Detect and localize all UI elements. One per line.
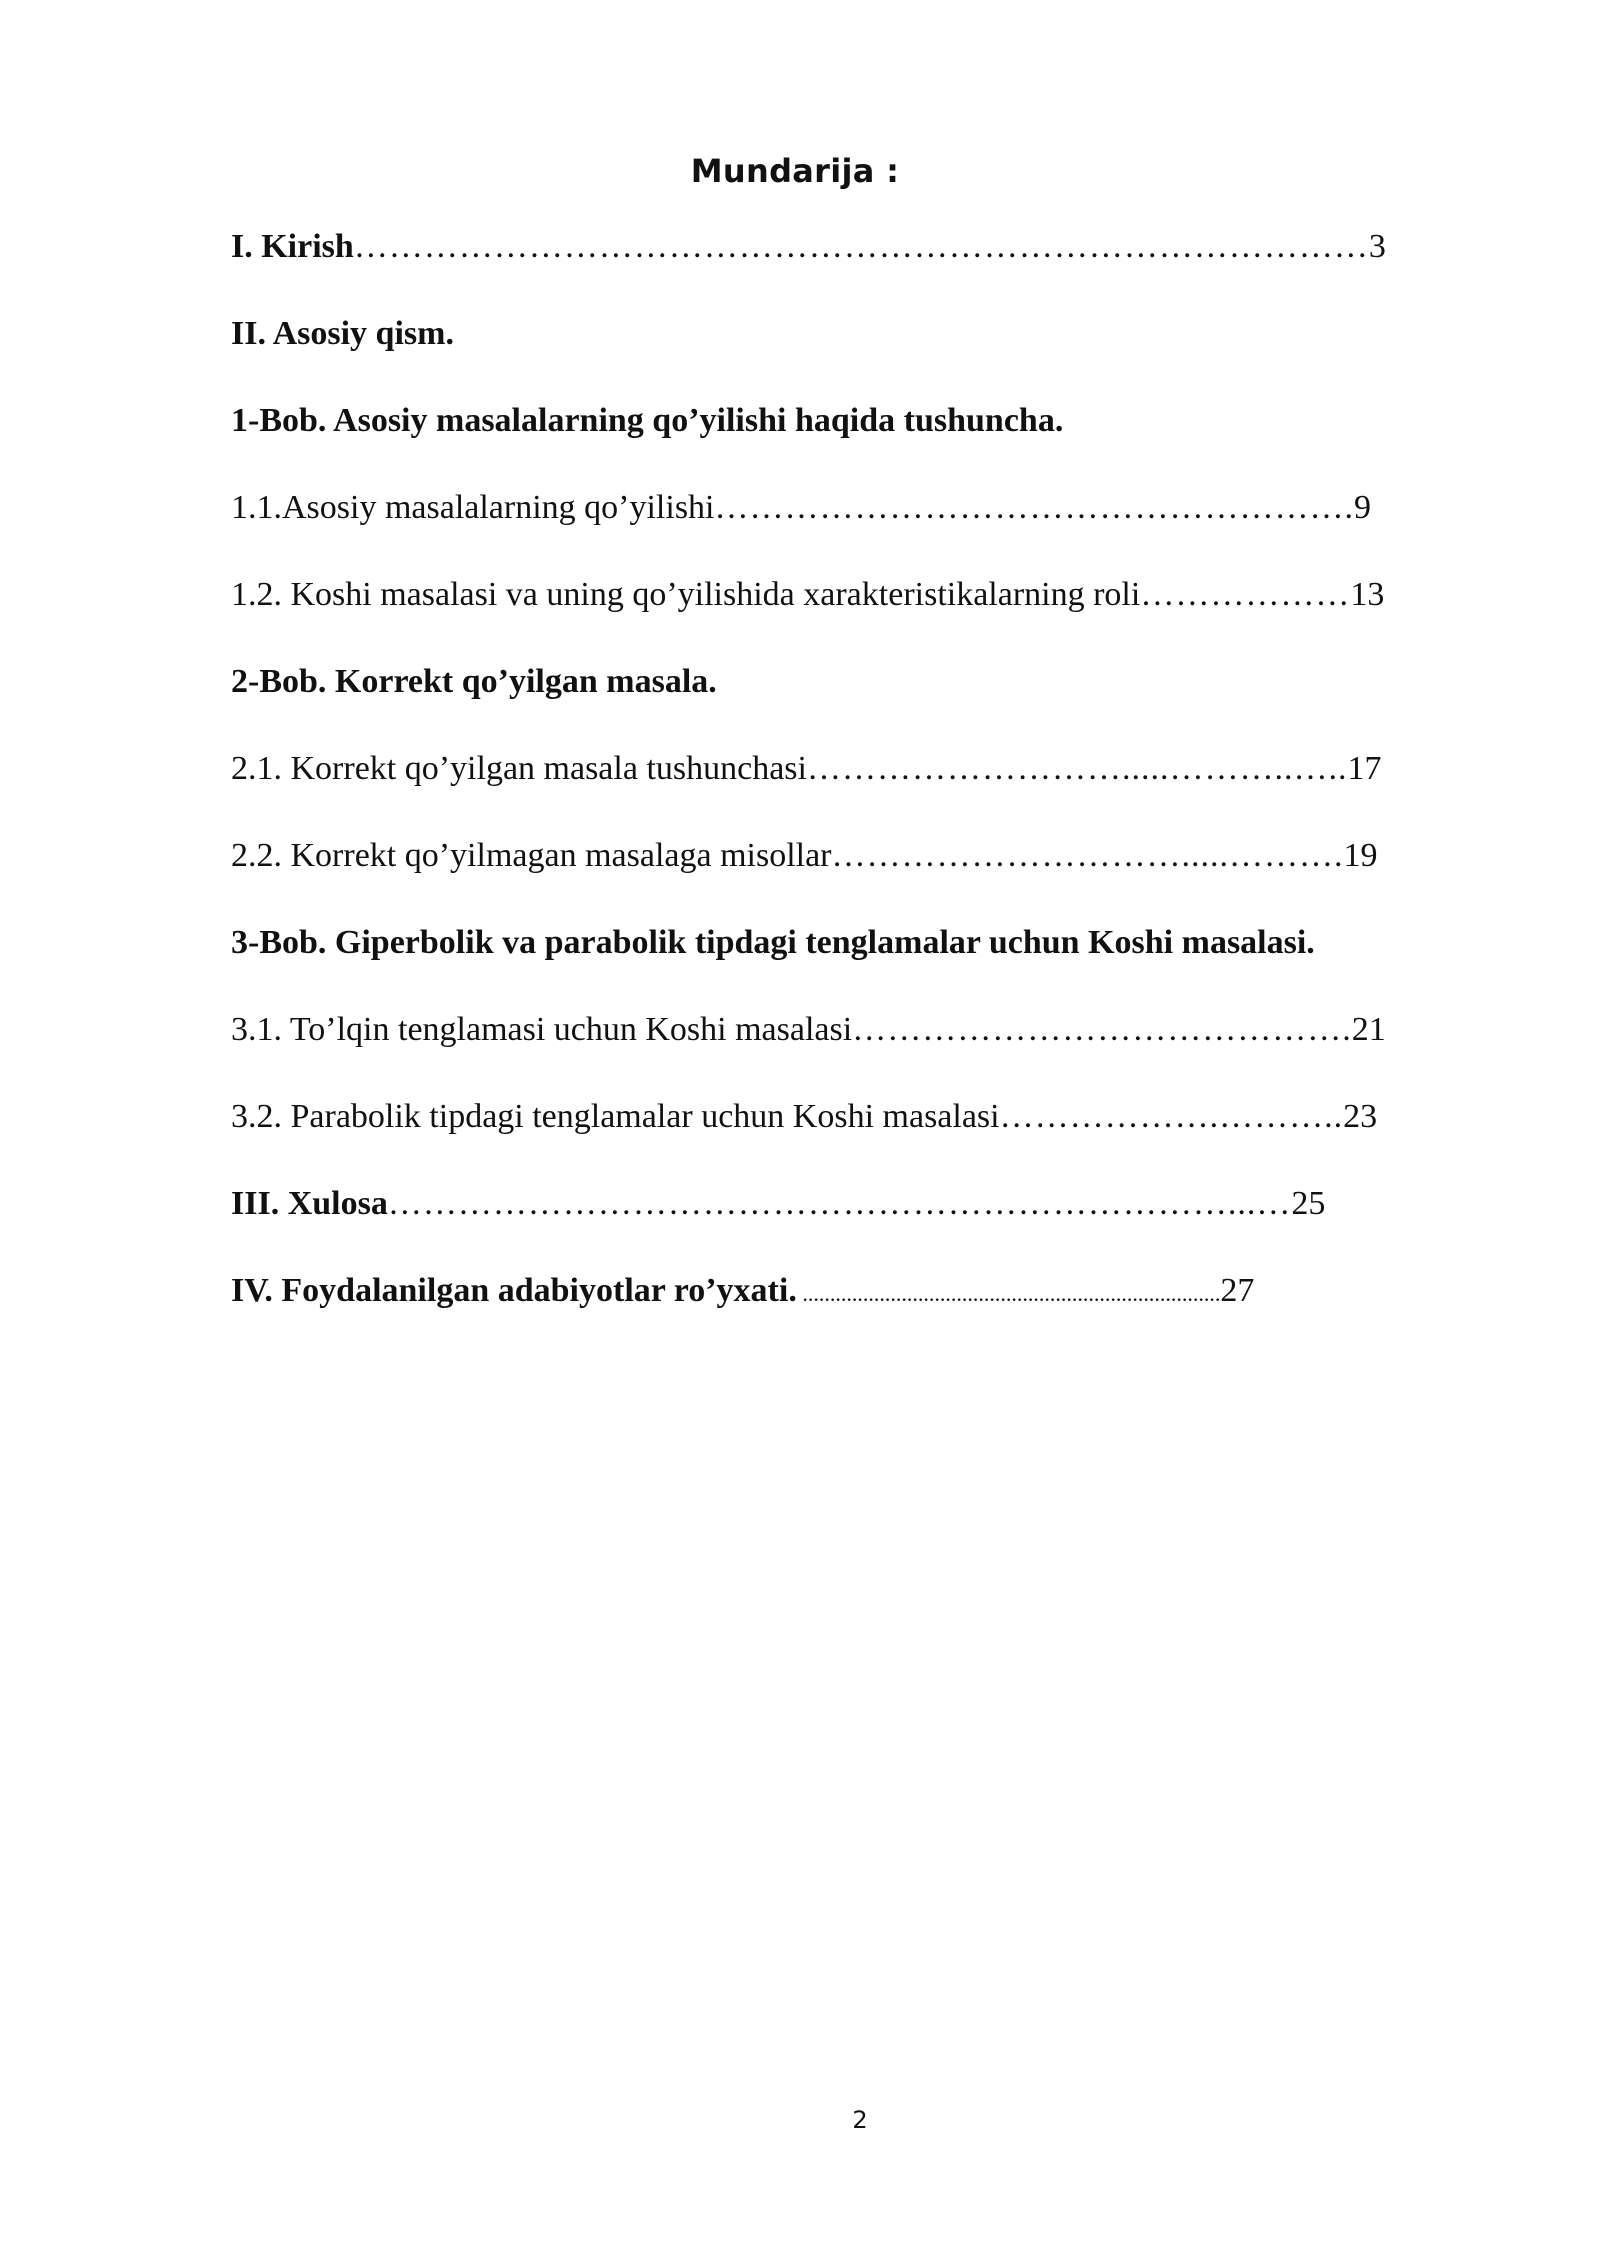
toc-entry-leader: ………………………………………………………………...… — [387, 1185, 1292, 1222]
toc-entry-label: 2-Bob. Korrekt qo’yilgan masala. — [231, 663, 717, 700]
toc-entry-label: I. Kirish — [231, 228, 354, 265]
toc-entry-2-2 — [231, 830, 1491, 882]
toc-entry-asosiy-qism — [231, 308, 1491, 360]
toc-entry-leader: ……………………………………. — [852, 1011, 1352, 1048]
toc-entry-label: 3.2. Parabolik tipdagi tenglamalar uchun Koshi masalasi — [231, 1098, 1000, 1135]
toc-entry-label: 1.1.Asosiy masalalarning qo’yilishi — [231, 489, 715, 526]
toc-entry-label: IV. Foydalanilgan adabiyotlar ro’yxati. — [231, 1272, 797, 1309]
toc-entry-1-1 — [231, 482, 1491, 534]
toc-entry-page: 13 — [1350, 576, 1385, 613]
toc-entry-leader: ……………….……….. — [999, 1098, 1344, 1135]
toc-entry-label: 3-Bob. Giperbolik va parabolik tipdagi tenglamalar uchun Koshi masalasi. — [231, 924, 1315, 961]
toc-entry-label: III. Xulosa — [231, 1185, 388, 1222]
toc-entry-bob-3 — [231, 917, 1491, 969]
page-number: 2 — [852, 2106, 868, 2134]
toc-entry-leader: ……………………….....………..….. — [806, 750, 1348, 787]
toc-entry-leader: ………………………….....………. — [831, 837, 1344, 874]
toc-entry-leader: ………………………………………………. — [714, 489, 1355, 526]
toc-entry-label: 3.1. To’lqin tenglamasi uchun Koshi masalasi — [231, 1011, 853, 1048]
toc-entry-label: 2.2. Korrekt qo’yilmagan masalaga misollar — [231, 837, 832, 874]
toc-entry-2-1 — [231, 743, 1491, 795]
toc-entry-1-2 — [231, 569, 1491, 621]
toc-entry-bob-2 — [231, 656, 1491, 708]
toc-entry-page: 19 — [1343, 837, 1378, 874]
toc-entry-label: 2.1. Korrekt qo’yilgan masala tushunchasi — [231, 750, 807, 787]
toc-entry-page: 25 — [1291, 1185, 1326, 1222]
toc-entry-bob-1 — [231, 395, 1491, 447]
toc-entry-page: 3 — [1368, 228, 1386, 265]
toc-entry-leader: ……………… — [1140, 576, 1351, 613]
toc-entry-label: 1-Bob. Asosiy masalalarning qo’yilishi haqida tushuncha. — [231, 402, 1064, 439]
toc-title: Mundarija : — [690, 152, 900, 190]
toc-entry-page: 9 — [1354, 489, 1372, 526]
toc-entry-xulosa — [231, 1178, 1491, 1230]
toc-entry-label: II. Asosiy qism. — [231, 315, 454, 352]
toc-entry-page: 21 — [1351, 1011, 1386, 1048]
toc-entry-3-1 — [231, 1004, 1491, 1056]
toc-entry-3-2 — [231, 1091, 1491, 1143]
toc-entry-label: 1.2. Koshi masalasi va uning qo’yilishida xarakteristikalarning roli — [231, 576, 1141, 613]
toc-entry-page: 23 — [1343, 1098, 1378, 1135]
toc-entry-adabiyotlar — [231, 1265, 1491, 1317]
toc-entry-page: 17 — [1347, 750, 1382, 787]
toc-entry-leader: …………………………………………………………………………… — [353, 228, 1369, 265]
toc-entry-page: 27 — [1220, 1272, 1255, 1309]
toc-entry-leader: ............................................................................ — [796, 1281, 1221, 1306]
toc-entry-kirish — [231, 221, 1491, 273]
